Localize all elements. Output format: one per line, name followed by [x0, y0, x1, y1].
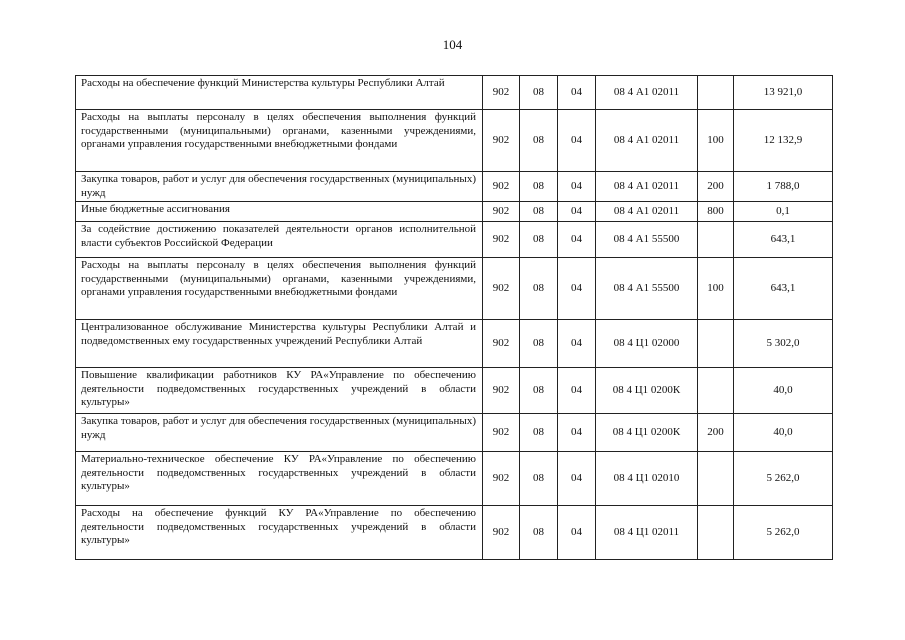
amount-cell: 40,0	[734, 368, 833, 414]
ministry-code-cell: 902	[483, 110, 520, 172]
expense-type-cell	[698, 320, 734, 368]
target-article-cell: 08 4 Ц1 02010	[596, 452, 698, 506]
expense-name-cell: Расходы на обеспечение функций Министерства культуры Республики Алтай	[76, 76, 483, 110]
expense-name-cell: Материально-техническое обеспечение КУ РА«Управление по обеспечению деятельности подведомственных государственных учреждений в области культуры»	[76, 452, 483, 506]
amount-cell: 0,1	[734, 202, 833, 222]
amount-cell: 643,1	[734, 258, 833, 320]
target-article-cell: 08 4 Ц1 02011	[596, 506, 698, 560]
amount-cell: 643,1	[734, 222, 833, 258]
section-code-cell: 08	[520, 222, 558, 258]
table-row	[76, 110, 833, 172]
target-article-cell: 08 4 Ц1 0200К	[596, 368, 698, 414]
amount-cell: 13 921,0	[734, 76, 833, 110]
subsection-code-cell: 04	[558, 368, 596, 414]
target-article-cell: 08 4 Ц1 02000	[596, 320, 698, 368]
subsection-code-cell: 04	[558, 320, 596, 368]
table-row	[76, 506, 833, 560]
section-code-cell: 08	[520, 414, 558, 452]
section-code-cell: 08	[520, 258, 558, 320]
section-code-cell: 08	[520, 110, 558, 172]
section-code-cell: 08	[520, 506, 558, 560]
table-row	[76, 222, 833, 258]
target-article-cell: 08 4 А1 55500	[596, 222, 698, 258]
expense-name-cell: За содействие достижению показателей деятельности органов исполнительной власти субъектов Российской Федерации	[76, 222, 483, 258]
amount-cell: 5 262,0	[734, 452, 833, 506]
expense-name-cell: Расходы на выплаты персоналу в целях обеспечения выполнения функций государственными (муниципальными) органами, казенными учреждениями, органами управления государственными внебюджетными фондами	[76, 110, 483, 172]
expense-type-cell	[698, 76, 734, 110]
ministry-code-cell: 902	[483, 76, 520, 110]
table-row	[76, 172, 833, 202]
expense-type-cell	[698, 452, 734, 506]
table-row	[76, 258, 833, 320]
subsection-code-cell: 04	[558, 506, 596, 560]
ministry-code-cell: 902	[483, 452, 520, 506]
ministry-code-cell: 902	[483, 414, 520, 452]
expense-type-cell: 100	[698, 110, 734, 172]
amount-cell: 1 788,0	[734, 172, 833, 202]
expense-name-cell: Закупка товаров, работ и услуг для обеспечения государственных (муниципальных) нужд	[76, 172, 483, 202]
ministry-code-cell: 902	[483, 202, 520, 222]
target-article-cell: 08 4 А1 02011	[596, 172, 698, 202]
section-code-cell: 08	[520, 172, 558, 202]
ministry-code-cell: 902	[483, 172, 520, 202]
amount-cell: 5 302,0	[734, 320, 833, 368]
expense-name-cell: Расходы на обеспечение функций КУ РА«Управление по обеспечению деятельности подведомственных государственных учреждений в области культуры»	[76, 506, 483, 560]
table-row	[76, 368, 833, 414]
table-row	[76, 202, 833, 222]
ministry-code-cell: 902	[483, 320, 520, 368]
table-row	[76, 320, 833, 368]
table-row	[76, 452, 833, 506]
table-row	[76, 76, 833, 110]
expense-type-cell: 200	[698, 172, 734, 202]
subsection-code-cell: 04	[558, 414, 596, 452]
ministry-code-cell: 902	[483, 258, 520, 320]
target-article-cell: 08 4 А1 02011	[596, 202, 698, 222]
target-article-cell: 08 4 А1 02011	[596, 110, 698, 172]
expense-name-cell: Закупка товаров, работ и услуг для обеспечения государственных (муниципальных) нужд	[76, 414, 483, 452]
subsection-code-cell: 04	[558, 258, 596, 320]
section-code-cell: 08	[520, 320, 558, 368]
section-code-cell: 08	[520, 452, 558, 506]
section-code-cell: 08	[520, 202, 558, 222]
expense-type-cell: 200	[698, 414, 734, 452]
subsection-code-cell: 04	[558, 222, 596, 258]
ministry-code-cell: 902	[483, 368, 520, 414]
section-code-cell: 08	[520, 368, 558, 414]
subsection-code-cell: 04	[558, 76, 596, 110]
subsection-code-cell: 04	[558, 202, 596, 222]
expense-name-cell: Централизованное обслуживание Министерства культуры Республики Алтай и подведомственных ему государственных учреждений Республики Алтай	[76, 320, 483, 368]
amount-cell: 40,0	[734, 414, 833, 452]
ministry-code-cell: 902	[483, 506, 520, 560]
section-code-cell: 08	[520, 76, 558, 110]
expense-type-cell	[698, 506, 734, 560]
subsection-code-cell: 04	[558, 110, 596, 172]
subsection-code-cell: 04	[558, 452, 596, 506]
amount-cell: 5 262,0	[734, 506, 833, 560]
expense-type-cell	[698, 222, 734, 258]
expense-name-cell: Расходы на выплаты персоналу в целях обеспечения выполнения функций государственными (муниципальными) органами, казенными учреждениями, органами управления государственными внебюджетными фондами	[76, 258, 483, 320]
target-article-cell: 08 4 А1 02011	[596, 76, 698, 110]
expense-type-cell: 800	[698, 202, 734, 222]
page-number: 104	[442, 37, 463, 52]
expense-name-cell: Повышение квалификации работников КУ РА«Управление по обеспечению деятельности подведомственных государственных учреждений в области культуры»	[76, 368, 483, 414]
table-row	[76, 414, 833, 452]
ministry-code-cell: 902	[483, 222, 520, 258]
expense-name-cell: Иные бюджетные ассигнования	[76, 202, 483, 222]
target-article-cell: 08 4 А1 55500	[596, 258, 698, 320]
expense-type-cell	[698, 368, 734, 414]
subsection-code-cell: 04	[558, 172, 596, 202]
expense-type-cell: 100	[698, 258, 734, 320]
budget-table	[75, 75, 833, 560]
amount-cell: 12 132,9	[734, 110, 833, 172]
target-article-cell: 08 4 Ц1 0200К	[596, 414, 698, 452]
